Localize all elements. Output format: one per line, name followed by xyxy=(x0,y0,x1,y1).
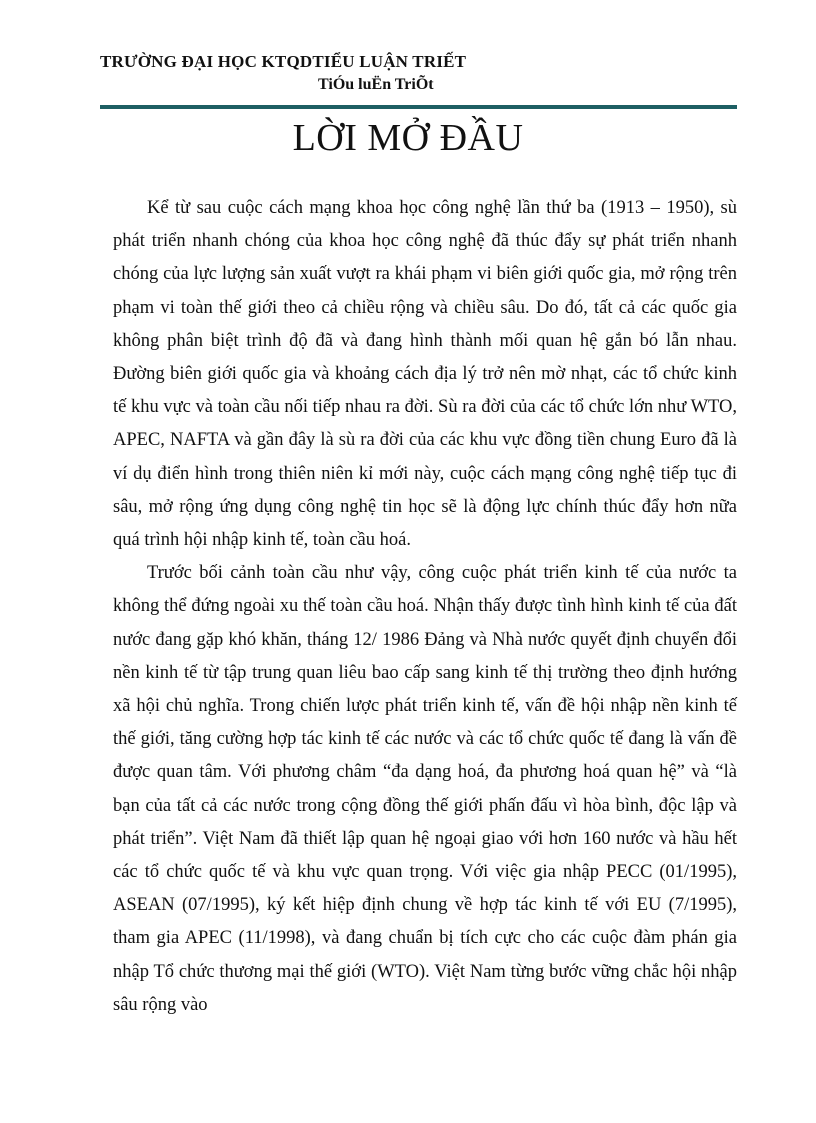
paragraph-1: Kể từ sau cuộc cách mạng khoa học công nghệ lần thứ ba (1913 – 1950), sù phát triển nhanh chóng của khoa học công nghệ đã thúc đẩy sự phát triển nhanh chóng của lực lượng sản xuất vượt ra khái phạm vi biên giới quốc gia, mở rộng trên phạm vi toàn thế giới theo cả chiều rộng và chiều sâu. Do đó, tất cả các quốc gia không phân biệt trình độ đã và đang hình thành mối quan hệ gắn bó lẫn nhau. Đường biên giới quốc gia và khoảng cách địa lý trở nên mờ nhạt, các tổ chức kinh tế khu vực và toàn cầu nối tiếp nhau ra đời. Sù ra đời của các tổ chức lớn như WTO, APEC, NAFTA và gần đây là sù ra đời của các khu vực đồng tiền chung Euro đã là ví dụ điển hình trong thiên niên kỉ mới này, cuộc cách mạng công nghệ tiếp tục đi sâu, mở rộng ứng dụng công nghệ tin học sẽ là động lực chính thúc đẩy hơn nữa quá trình hội nhập kinh tế, toàn cầu hoá. xyxy=(113,198,737,551)
paragraph-2: Trước bối cảnh toàn cầu như vậy, công cuộc phát triển kinh tế của nước ta không thể đứng ngoài xu thế toàn cầu hoá. Nhận thấy được tình hình kinh tế của đất nước đang gặp khó khăn, tháng 12/ 1986 Đảng và Nhà nước quyết định chuyển đổi nền kinh tế từ tập trung quan liêu bao cấp sang kinh tế thị trường theo định hướng xã hội chủ nghĩa. Trong chiến lược phát triển kinh tế, vấn đề hội nhập nền kinh tế thế giới, tăng cường hợp tác kinh tế các nước và các tổ chức quốc tế đang là vấn đề được quan tâm. Với phương châm “đa dạng hoá, đa phương hoá quan hệ” và “là bạn của tất cả các nước trong cộng đồng thế giới phấn đấu vì hòa bình, độc lập và phát triển”. Việt Nam đã thiết lập quan hệ ngoại giao với hơn 160 nước và hầu hết các tổ chức quốc tế và khu vực quan trọng. Với việc gia nhập PECC (01/1995), ASEAN (07/1995), ký kết hiệp định chung về hợp tác kinh tế với EU (7/1995), tham gia APEC (11/1998), và đang chuẩn bị tích cực cho các cuộc đàm phán gia nhập Tổ chức thương mại thế giới (WTO). Việt Nam từng bước vững chắc hội nhập sâu rộng vào xyxy=(113,563,737,1015)
page-title: LỜI MỞ ĐẦU xyxy=(292,117,524,159)
header-school-title: TRƯỜNG ĐẠI HỌC KTQDTIỂU LUẬN TRIẾT xyxy=(100,52,467,71)
document-body xyxy=(113,192,737,1022)
header-subtitle: TiÓu luËn TriÕt xyxy=(318,76,434,93)
header-divider xyxy=(100,105,737,109)
